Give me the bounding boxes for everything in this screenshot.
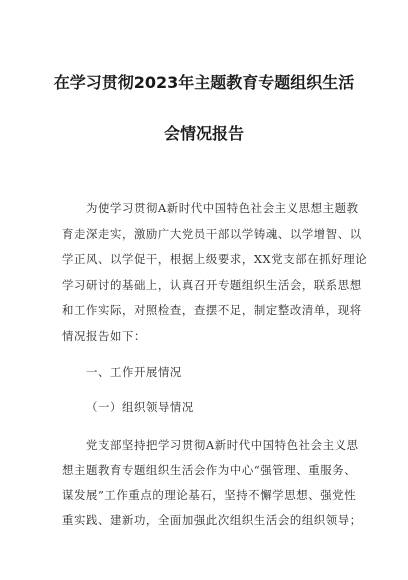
document-title-line-1: 在学习贯彻2023年主题教育专题组织生活: [53, 73, 355, 92]
paragraph-1-line-1: 为使学习贯彻A新时代中国特色社会主义思想主题教: [86, 201, 359, 215]
paragraph-2-line-1: 党支部坚持把学习贯彻A新时代中国特色社会主义思: [86, 438, 359, 452]
section-heading-1: 一、工作开展情况: [86, 365, 182, 379]
paragraph-1-line-2: 育走深走实，激励广大党员干部以学铸魂、以学增智、以: [62, 227, 362, 241]
paragraph-1-line-4: 学习研讨的基础上，认真召开专题组织生活会，联系思想: [62, 278, 362, 292]
paragraph-2-line-4: 重实践、建新功，全面加强此次组织生活会的组织领导；: [62, 513, 362, 527]
document-title-line-2: 会情况报告: [163, 124, 244, 143]
paragraph-2-line-3: 谋发展”工作重点的理论基石，坚持不懈学思想、强党性: [62, 488, 357, 502]
paragraph-1-line-6: 情况报告如下：: [62, 329, 146, 343]
paragraph-1-line-5: 和工作实际，对照检查，查摆不足，制定整改清单，现将: [62, 303, 362, 317]
paragraph-2-line-2: 想主题教育专题组织生活会作为中心“强管理、重服务、: [62, 463, 357, 477]
section-heading-2: （一）组织领导情况: [86, 400, 194, 414]
paragraph-1-line-3: 学正风、以学促干，根据上级要求，XX党支部在抓好理论: [62, 252, 368, 266]
